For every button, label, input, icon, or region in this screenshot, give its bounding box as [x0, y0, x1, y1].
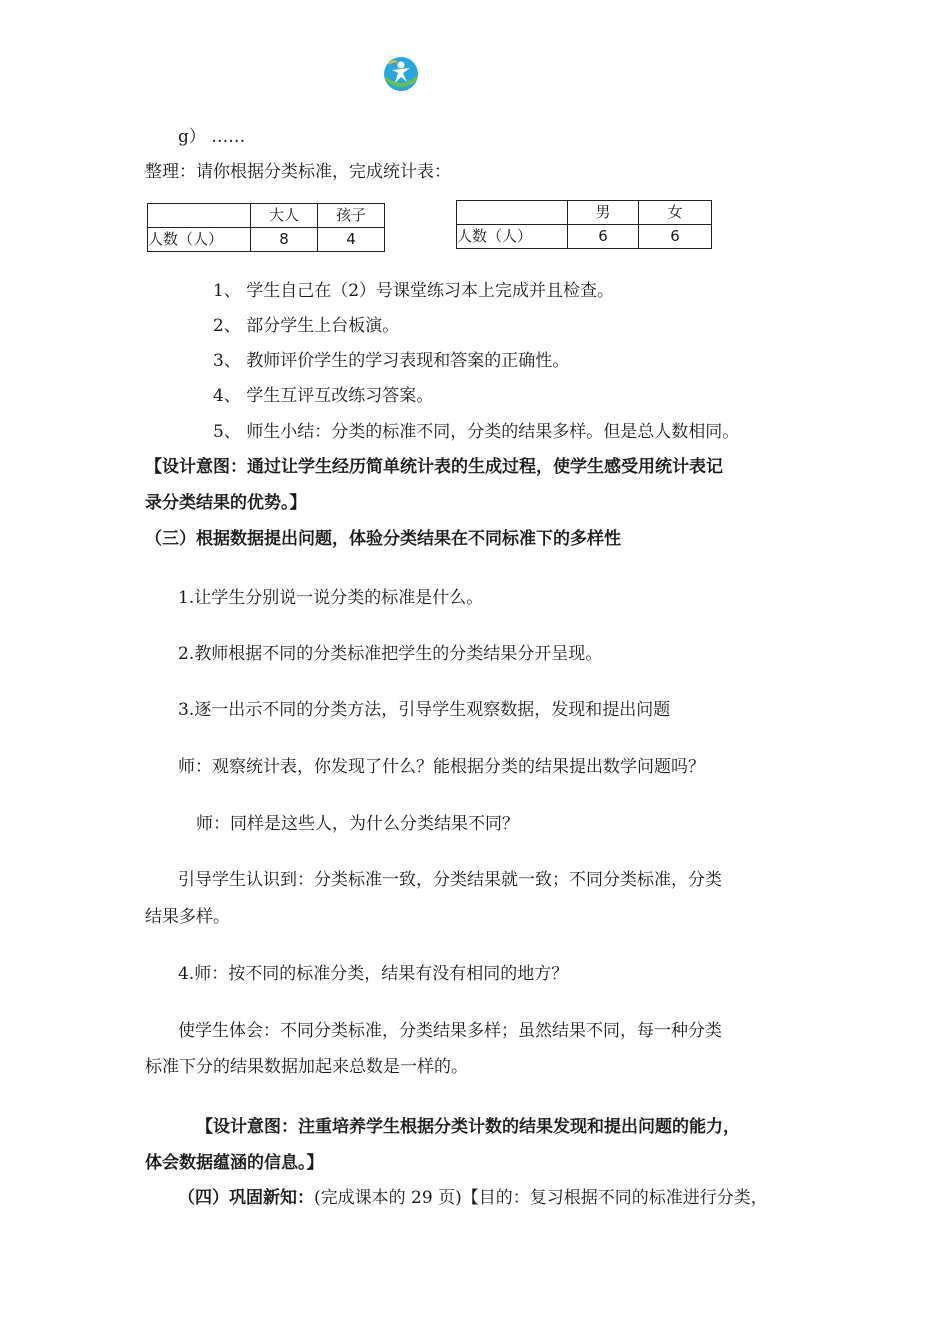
- table-header-cell: 男: [568, 201, 639, 225]
- step-item: 3、 教师评价学生的学习表现和答案的正确性。: [213, 351, 570, 371]
- intro-text: 整理：请你根据分类标准，完成统计表：: [145, 162, 451, 182]
- section-4-text: (完成课本的 29 页)【目的：复习根据不同的标准进行分类，: [314, 1188, 768, 1208]
- stat-table-adult-child: [147, 203, 385, 252]
- step-item: 4、 学生互评互改练习答案。: [213, 386, 434, 406]
- paragraph-line: 结果多样。: [145, 907, 230, 927]
- table-cell: 4: [318, 228, 385, 252]
- paragraph: 4.师：按不同的标准分类，结果有没有相同的地方？: [178, 964, 569, 984]
- paragraph: 3.逐一出示不同的分类方法，引导学生观察数据，发现和提出问题: [178, 700, 671, 720]
- paragraph: 2.教师根据不同的分类标准把学生的分类结果分开呈现。: [178, 644, 603, 664]
- step-item: 2、 部分学生上台板演。: [213, 316, 400, 336]
- table-header-cell: 女: [639, 201, 712, 225]
- stat-table-male-female: [456, 200, 712, 249]
- design-intent-line: 【设计意图：注重培养学生根据分类计数的结果发现和提出问题的能力，: [196, 1117, 740, 1137]
- design-intent-line: 录分类结果的优势。】: [145, 493, 307, 513]
- section-4-line: [178, 1187, 768, 1209]
- table-cell: 6: [639, 225, 712, 249]
- step-item: 5、 师生小结：分类的标准不同，分类的结果多样。但是总人数相同。: [213, 422, 740, 442]
- step-item: 1、 学生自己在（2）号课堂练习本上完成并且检查。: [213, 281, 615, 301]
- table-row-label: 人数（人）: [457, 225, 568, 249]
- paragraph-line: 引导学生认识到：分类标准一致，分类结果就一致；不同分类标准，分类: [178, 870, 722, 890]
- table-header-cell: 孩子: [318, 204, 385, 228]
- paragraph-line: 标准下分的结果数据加起来总数是一样的。: [145, 1057, 468, 1077]
- table-row-label: 人数（人）: [148, 228, 251, 252]
- list-item-g: g） ……: [178, 127, 246, 147]
- school-logo-icon: [383, 56, 419, 92]
- table-cell: 8: [251, 228, 318, 252]
- paragraph: 1.让学生分别说一说分类的标准是什么。: [178, 588, 484, 608]
- table-header-cell: [457, 201, 568, 225]
- section-heading: （四）巩固新知：: [178, 1188, 314, 1208]
- section-heading: （三）根据数据提出问题，体验分类结果在不同标准下的多样性: [145, 529, 621, 549]
- table-cell: 6: [568, 225, 639, 249]
- design-intent-line: 体会数据蕴涵的信息。】: [145, 1153, 324, 1173]
- table-header-cell: 大人: [251, 204, 318, 228]
- design-intent-line: 【设计意图：通过让学生经历简单统计表的生成过程，使学生感受用统计表记: [145, 457, 723, 477]
- paragraph: 师：同样是这些人，为什么分类结果不同？: [196, 814, 519, 834]
- paragraph: 师：观察统计表，你发现了什么？能根据分类的结果提出数学问题吗？: [178, 757, 705, 777]
- paragraph-line: 使学生体会：不同分类标准，分类结果多样；虽然结果不同，每一种分类: [178, 1021, 722, 1041]
- table-header-cell: [148, 204, 251, 228]
